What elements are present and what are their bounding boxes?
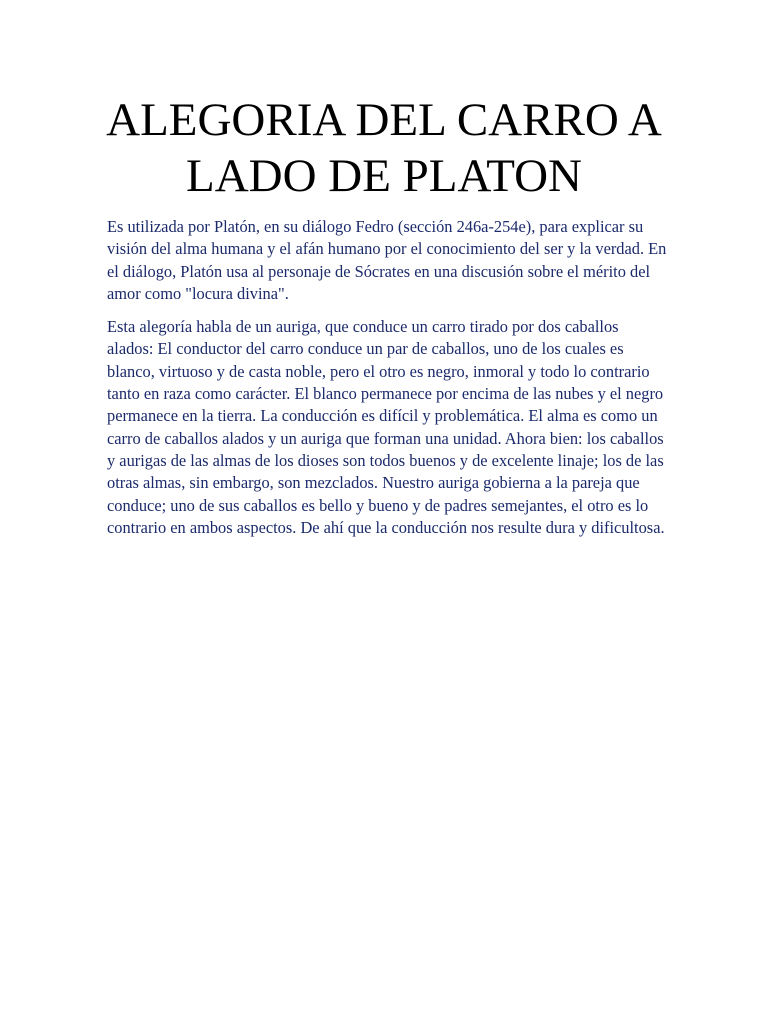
document-title: ALEGORIA DEL CARRO A LADO DE PLATON — [106, 94, 662, 202]
document-body — [107, 216, 667, 550]
paragraph-intro: Es utilizada por Platón, en su diálogo Fedro (sección 246a-254e), para explicar su visión del alma humana y el afán humano por el conocimiento del ser y la verdad. En el diálogo, Platón usa al personaje de Sócrates en una discusión sobre el mérito del amor como "locura divina". — [107, 217, 667, 303]
paragraph-allegory: Esta alegoría habla de un auriga, que conduce un carro tirado por dos caballos alados: El conductor del carro conduce un par de caballos, uno de los cuales es blanco, virtuoso y de casta noble, pero el otro es negro, inmoral y todo lo contrario tanto en raza como carácter. El blanco permanece por encima de las nubes y el negro permanece en la tierra. La conducción es difícil y problemática. El alma es como un carro de caballos alados y un auriga que forman una unidad. Ahora bien: los caballos y aurigas de las almas de los dioses son todos buenos y de excelente linaje; los de las otras almas, sin embargo, son mezclados. Nuestro auriga gobierna a la pareja que conduce; uno de sus caballos es bello y bueno y de padres semejantes, el otro es lo contrario en ambos aspectos. De ahí que la conducción nos resulte dura y dificultosa. — [107, 317, 665, 537]
